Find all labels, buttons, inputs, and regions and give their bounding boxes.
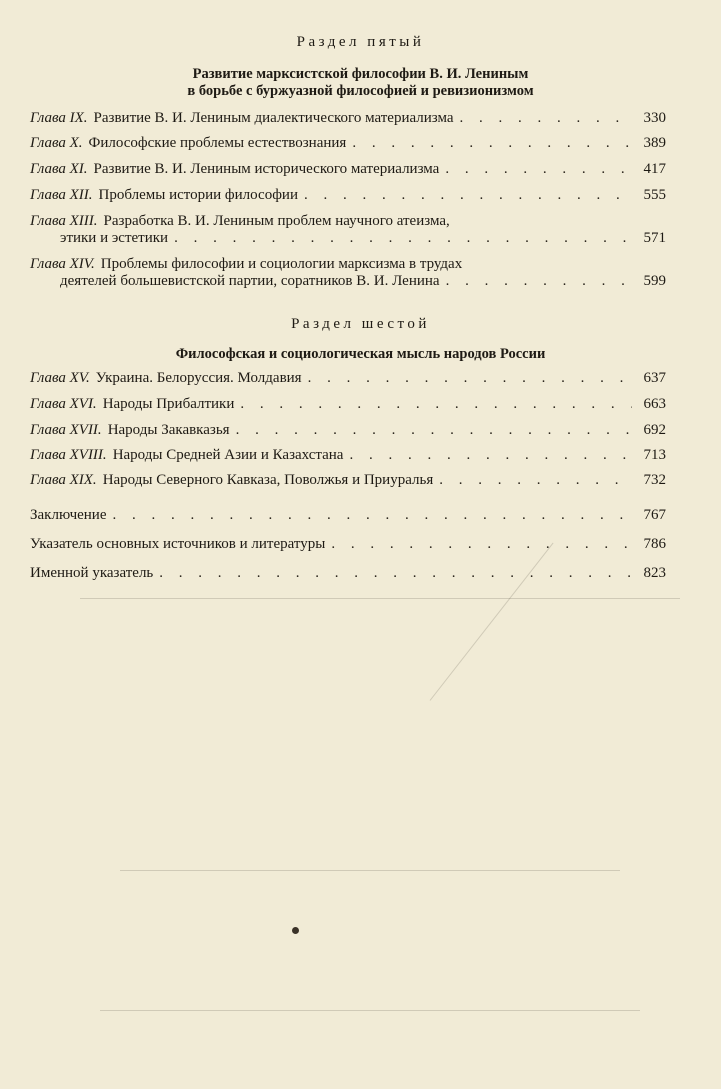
page-number: 663 <box>643 396 666 412</box>
entry-title: Заключение <box>30 507 107 523</box>
page-number: 330 <box>643 110 666 126</box>
leader-dots <box>446 273 632 290</box>
chapter-title: Разработка В. И. Лениным проблем научного атеизма, <box>103 213 450 229</box>
bleed-through-line <box>100 1010 640 1011</box>
bleed-through-line <box>80 598 680 599</box>
page-number: 732 <box>643 472 666 488</box>
leader-dots <box>331 536 632 553</box>
page-number: 599 <box>643 273 666 289</box>
ink-spot <box>292 927 299 934</box>
chapter-label: Глава XI. <box>30 161 88 177</box>
page-number: 571 <box>643 230 666 246</box>
chapter-label: Глава X. <box>30 135 83 151</box>
chapter-title: Проблемы истории философии <box>98 187 298 203</box>
chapter-title: Проблемы философии и социологии марксизма в трудах <box>100 256 463 272</box>
page-number: 823 <box>643 565 666 581</box>
chapter-label: Глава IX. <box>30 110 88 126</box>
section5-heading: Раздел пятый <box>296 34 425 50</box>
leader-dots <box>439 472 632 489</box>
toc-entry-conclusion[interactable] <box>30 507 666 524</box>
chapter-title: Развитие В. И. Лениным исторического материализма <box>93 161 440 177</box>
toc-entry-ch10[interactable] <box>30 135 666 152</box>
leader-dots <box>236 422 632 439</box>
leader-dots <box>240 396 632 413</box>
chapter-title: Украина. Белоруссия. Молдавия <box>95 370 302 386</box>
chapter-label: Глава XIV. <box>30 256 95 272</box>
leader-dots <box>352 135 632 152</box>
chapter-title: Народы Северного Кавказа, Поволжья и Приуралья <box>102 472 434 488</box>
toc-entry-ch12[interactable] <box>30 187 666 204</box>
page-number: 555 <box>643 187 666 203</box>
toc-entry-ch9[interactable] <box>30 110 666 127</box>
chapter-label: Глава XVI. <box>30 396 97 412</box>
chapter-label: Глава XIX. <box>30 472 97 488</box>
toc-entry-ch18[interactable] <box>30 447 666 464</box>
chapter-label: Глава XII. <box>30 187 93 203</box>
leader-dots <box>159 565 632 582</box>
toc-entry-ch15[interactable] <box>30 370 666 387</box>
chapter-title-cont: этики и эстетики <box>60 230 169 246</box>
toc-entry-ch14[interactable] <box>30 256 666 290</box>
page-number: 417 <box>643 161 666 177</box>
chapter-label: Глава XVIII. <box>30 447 107 463</box>
bleed-through-line <box>120 870 620 871</box>
section5-title <box>0 66 721 100</box>
chapter-title: Философские проблемы естествознания <box>88 135 347 151</box>
leader-dots <box>174 230 632 247</box>
entry-title: Указатель основных источников и литературы <box>30 536 326 552</box>
chapter-label: Глава XIII. <box>30 213 98 229</box>
leader-dots <box>349 447 632 464</box>
page-number: 713 <box>643 447 666 463</box>
page-number: 692 <box>643 422 666 438</box>
toc-entry-name-index[interactable] <box>30 565 666 582</box>
toc-entry-ch13[interactable] <box>30 213 666 247</box>
chapter-label: Глава XVII. <box>30 422 102 438</box>
toc-entry-sources-index[interactable] <box>30 536 666 553</box>
leader-dots <box>304 187 632 204</box>
chapter-title: Развитие В. И. Лениным диалектического материализма <box>93 110 454 126</box>
leader-dots <box>113 507 633 524</box>
page-number: 389 <box>643 135 666 151</box>
page-number: 786 <box>643 536 666 552</box>
section6-heading: Раздел шестой <box>291 316 430 332</box>
toc-entry-ch11[interactable] <box>30 161 666 178</box>
chapter-title: Народы Прибалтики <box>102 396 235 412</box>
leader-dots <box>308 370 632 387</box>
section6-title-line1: Философская и социологическая мысль народов России <box>175 346 546 362</box>
page-number: 637 <box>643 370 666 386</box>
toc-entry-ch16[interactable] <box>30 396 666 413</box>
page-number: 767 <box>643 507 666 523</box>
leader-dots <box>445 161 632 178</box>
chapter-title: Народы Закавказья <box>107 422 230 438</box>
entry-title: Именной указатель <box>30 565 154 581</box>
chapter-label: Глава XV. <box>30 370 90 386</box>
section6-title <box>0 346 721 363</box>
chapter-title-cont: деятелей большевистской партии, соратников В. И. Ленина <box>60 273 440 289</box>
chapter-title: Народы Средней Азии и Казахстана <box>112 447 344 463</box>
toc-entry-ch19[interactable] <box>30 472 666 489</box>
section5-title-line1: Развитие марксистской философии В. И. Лениным <box>192 66 529 82</box>
leader-dots <box>460 110 632 127</box>
toc-entry-ch17[interactable] <box>30 422 666 439</box>
section5-title-line2: в борьбе с буржуазной философией и ревизионизмом <box>187 83 534 99</box>
